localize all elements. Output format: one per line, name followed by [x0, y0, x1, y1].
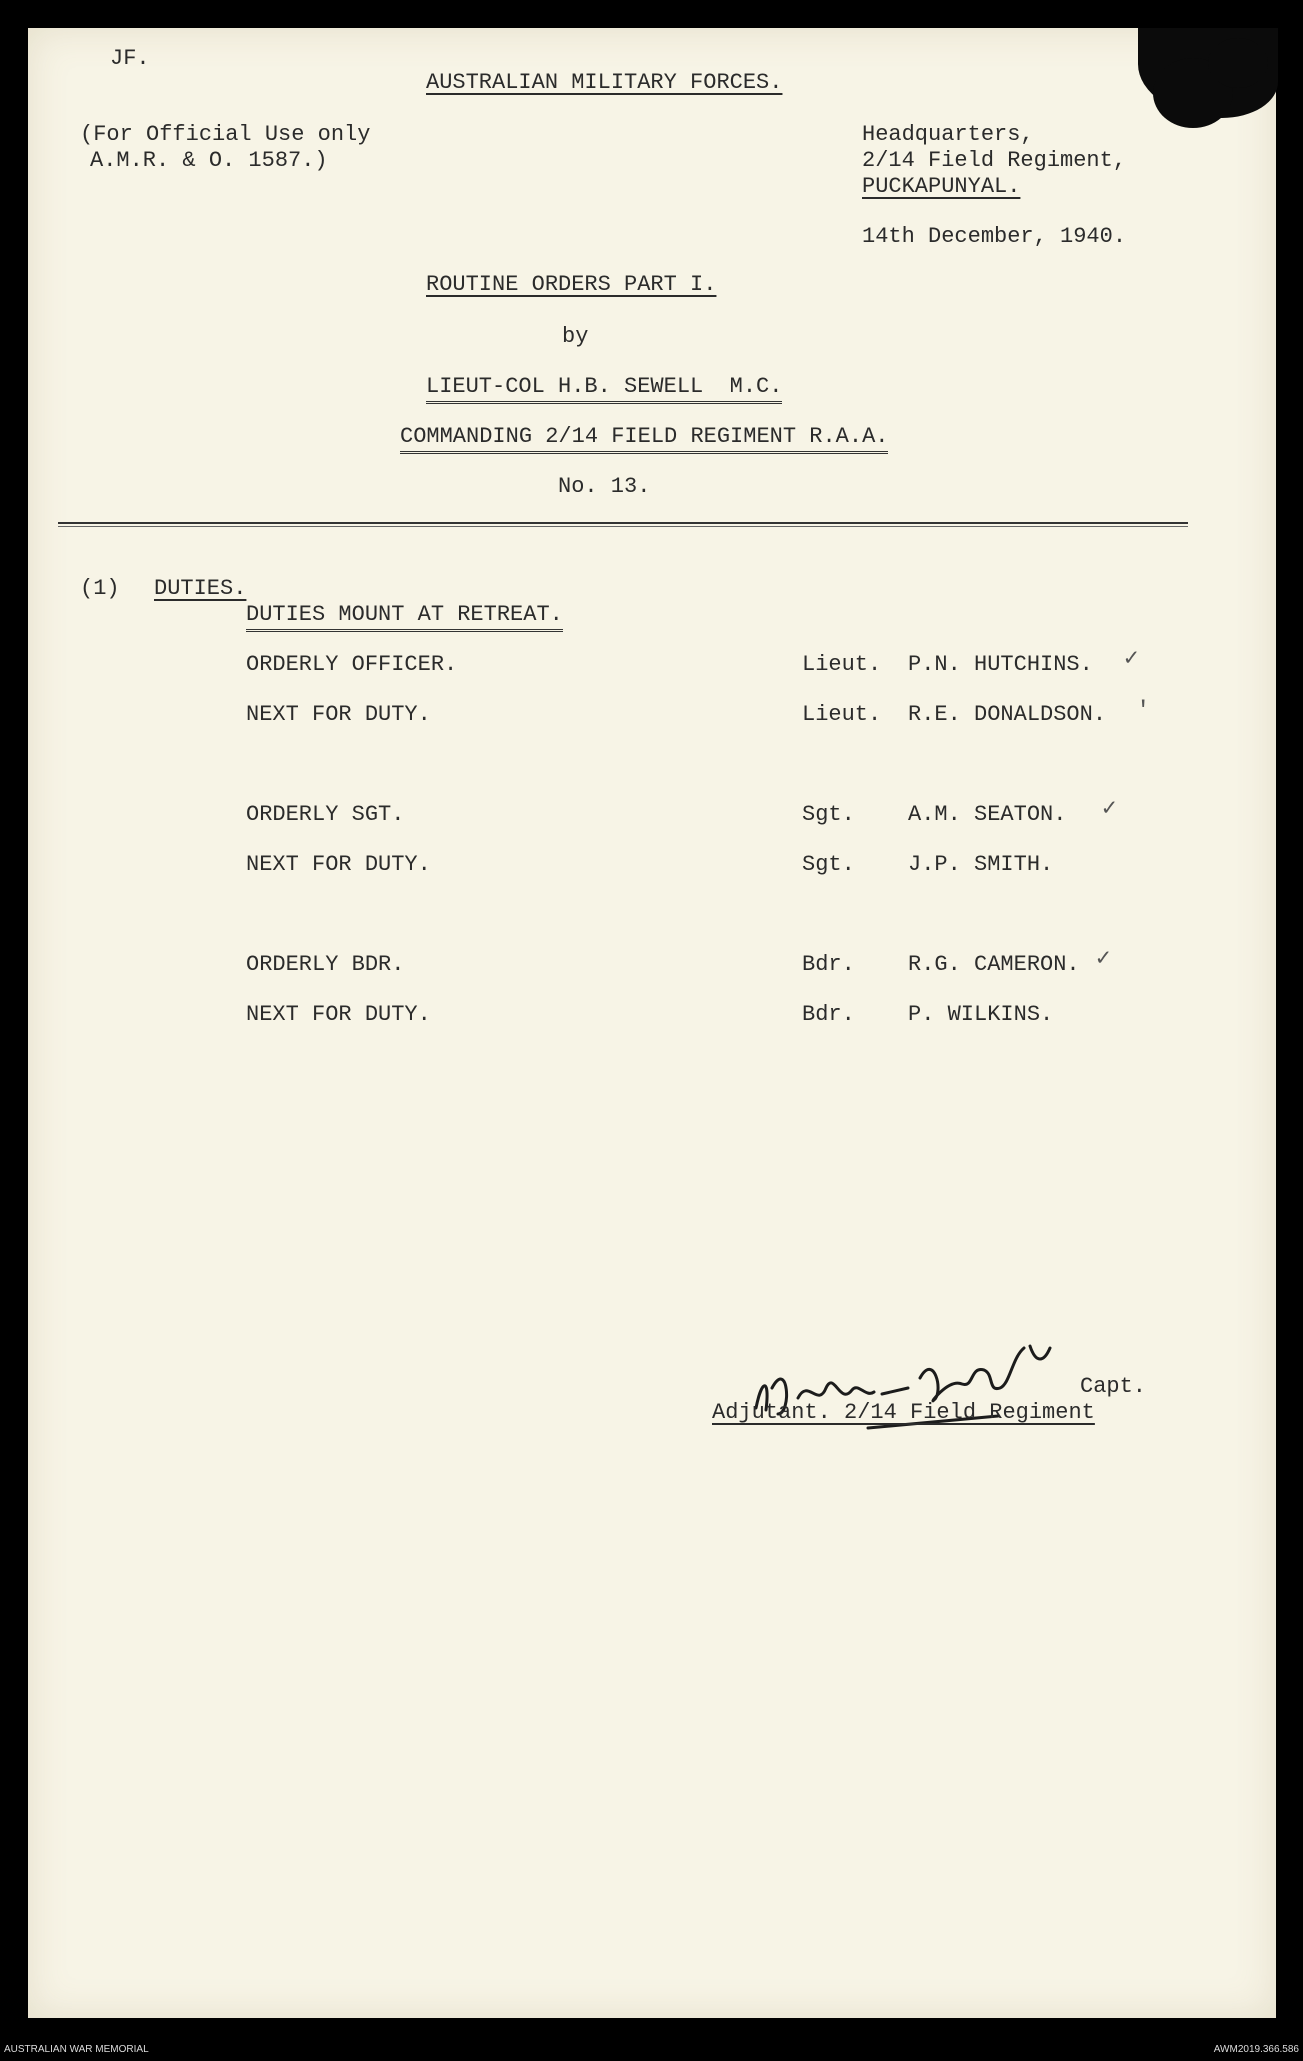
checkmark-icon: ✓	[1124, 646, 1139, 673]
forces-heading: AUSTRALIAN MILITARY FORCES.	[426, 70, 783, 95]
title-commander: LIEUT-COL H.B. SEWELL M.C.	[426, 376, 782, 404]
signature-rank: Capt.	[1080, 1374, 1147, 1399]
duty-role: NEXT FOR DUTY.	[246, 702, 431, 727]
initials: JF.	[110, 46, 150, 71]
duty-role: ORDERLY OFFICER.	[246, 652, 458, 677]
duty-name: P.N. HUTCHINS.	[908, 652, 1093, 677]
duty-rank: Bdr.	[802, 952, 855, 977]
footer-accession: AWM2019.366.586	[1213, 2044, 1299, 2055]
hq-line2: 2/14 Field Regiment,	[862, 148, 1127, 173]
section-heading: DUTIES.	[154, 576, 247, 601]
duty-name: A.M. SEATON.	[908, 802, 1067, 827]
section-number: (1)	[80, 576, 120, 601]
divider	[58, 522, 1188, 527]
duty-name: R.E. DONALDSON.	[908, 702, 1107, 727]
footer-credit: AUSTRALIAN WAR MEMORIAL	[4, 2044, 149, 2055]
document-page	[28, 28, 1276, 2018]
hq-line1: Headquarters,	[862, 122, 1034, 147]
duty-rank: Lieut.	[802, 702, 882, 727]
duty-role: NEXT FOR DUTY.	[246, 852, 431, 877]
title-by: by	[562, 324, 589, 349]
duty-rank: Sgt.	[802, 802, 855, 827]
duty-role: NEXT FOR DUTY.	[246, 1002, 431, 1027]
duty-name: R.G. CAMERON.	[908, 952, 1080, 977]
duty-rank: Bdr.	[802, 1002, 855, 1027]
official-use-line2: A.M.R. & O. 1587.)	[90, 148, 328, 173]
duty-name: P. WILKINS.	[908, 1002, 1054, 1027]
title-routine-orders: ROUTINE ORDERS PART I.	[426, 272, 717, 297]
order-number: No. 13.	[558, 474, 651, 499]
signature-title: Adjutant. 2/14 Field Regiment	[712, 1400, 1095, 1425]
document-date: 14th December, 1940.	[862, 224, 1127, 249]
ink-stain	[1208, 38, 1268, 88]
duty-name: J.P. SMITH.	[908, 852, 1054, 877]
hq-line3: PUCKAPUNYAL.	[862, 174, 1021, 199]
duty-role: ORDERLY BDR.	[246, 952, 405, 977]
official-use-line1: (For Official Use only	[80, 122, 371, 147]
duty-rank: Lieut.	[802, 652, 882, 677]
checkmark-icon: '	[1136, 698, 1151, 725]
duty-rank: Sgt.	[802, 852, 855, 877]
checkmark-icon: ✓	[1102, 796, 1117, 823]
title-regiment: COMMANDING 2/14 FIELD REGIMENT R.A.A.	[400, 426, 888, 454]
duty-role: ORDERLY SGT.	[246, 802, 405, 827]
section-subheading: DUTIES MOUNT AT RETREAT.	[246, 604, 563, 632]
checkmark-icon: ✓	[1096, 946, 1111, 973]
